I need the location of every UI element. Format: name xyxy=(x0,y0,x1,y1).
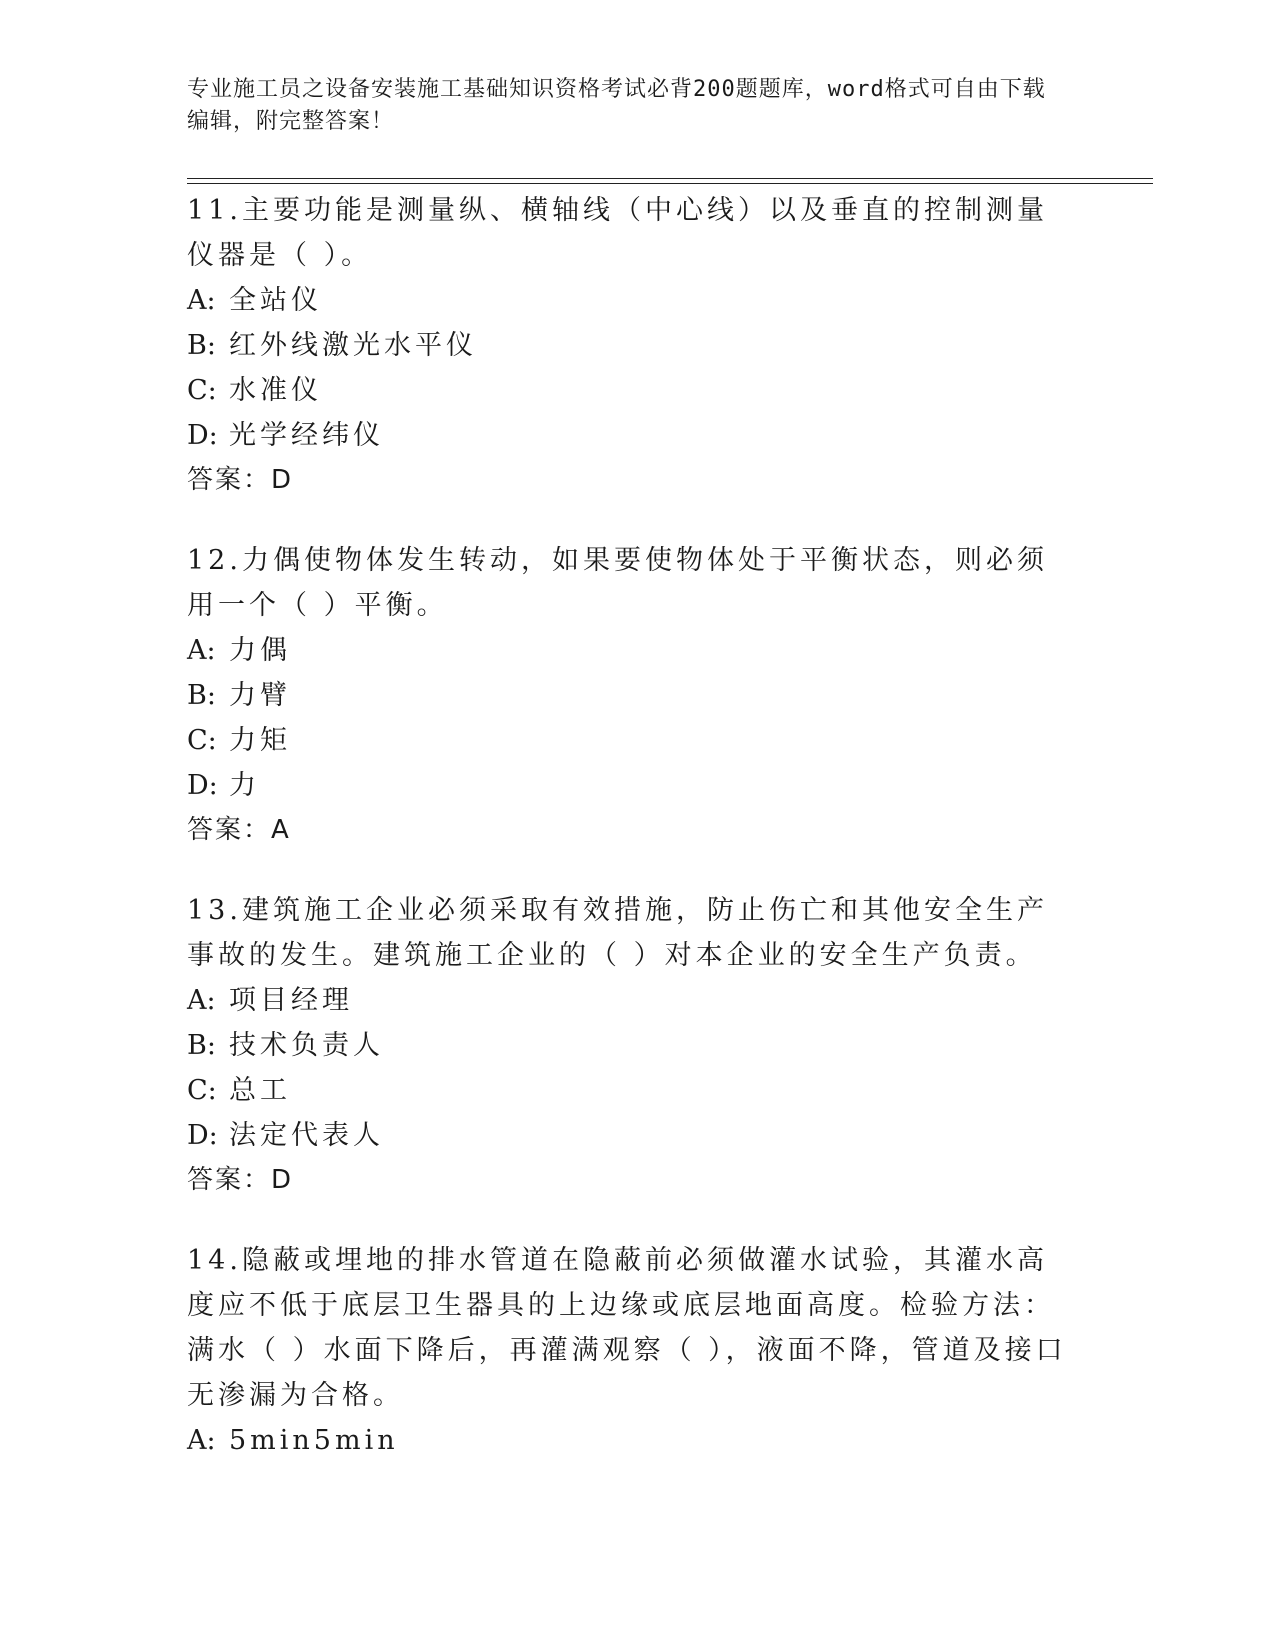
question-13 xyxy=(187,888,1077,1203)
option-key: A: xyxy=(187,985,216,1016)
option-c xyxy=(187,368,1077,413)
answer-label: 答案：D xyxy=(187,1165,294,1195)
option-b xyxy=(187,673,1077,718)
option-c xyxy=(187,718,1077,763)
option-a xyxy=(187,1418,1077,1463)
question-text: 12.力偶使物体发生转动，如果要使物体处于平衡状态，则必须用一个（ ）平衡。 xyxy=(187,545,1048,621)
option-key: C: xyxy=(187,725,217,756)
option-text: 5min5min xyxy=(229,1425,399,1456)
option-text: 力臂 xyxy=(229,680,291,711)
option-key: D: xyxy=(187,770,218,801)
option-text: 总工 xyxy=(229,1075,291,1106)
option-key: D: xyxy=(187,1120,218,1151)
question-text: 14.隐蔽或埋地的排水管道在隐蔽前必须做灌水试验，其灌水高度应不低于底层卫生器具的上边缘或底层地面高度。检验方法：满水（ ）水面下降后，再灌满观察（ ），液面不降，管道及接口无渗漏为合格。 xyxy=(187,1245,1067,1411)
option-key: B: xyxy=(187,330,216,361)
option-d xyxy=(187,763,1077,808)
question-12 xyxy=(187,538,1077,853)
option-text: 水准仪 xyxy=(229,375,322,406)
document-header: 专业施工员之设备安装施工基础知识资格考试必背200题题库，word格式可自由下载编辑，附完整答案！ xyxy=(187,77,1046,134)
question-text: 13.建筑施工企业必须采取有效措施，防止伤亡和其他安全生产事故的发生。建筑施工企业的（ ）对本企业的安全生产负责。 xyxy=(187,895,1048,971)
option-text: 全站仪 xyxy=(229,285,322,316)
option-a xyxy=(187,278,1077,323)
option-text: 红外线激光水平仪 xyxy=(229,330,477,361)
question-list xyxy=(187,188,1077,1498)
option-text: 技术负责人 xyxy=(229,1030,384,1061)
option-d xyxy=(187,1113,1077,1158)
header-divider-bottom xyxy=(187,183,1153,184)
option-d xyxy=(187,413,1077,458)
option-text: 光学经纬仪 xyxy=(229,420,384,451)
option-text: 力 xyxy=(229,770,260,801)
question-text: 11.主要功能是测量纵、横轴线（中心线）以及垂直的控制测量仪器是（ ）。 xyxy=(187,195,1048,271)
option-text: 力偶 xyxy=(229,635,291,666)
answer-label: 答案：A xyxy=(187,815,291,845)
option-b xyxy=(187,323,1077,368)
option-c xyxy=(187,1068,1077,1113)
option-a xyxy=(187,978,1077,1023)
header-divider-top xyxy=(187,178,1153,179)
answer-label: 答案：D xyxy=(187,465,294,495)
option-key: B: xyxy=(187,680,216,711)
question-14 xyxy=(187,1238,1077,1463)
option-text: 力矩 xyxy=(229,725,291,756)
option-text: 法定代表人 xyxy=(229,1120,384,1151)
question-11 xyxy=(187,188,1077,503)
option-text: 项目经理 xyxy=(229,985,353,1016)
option-key: C: xyxy=(187,375,217,406)
option-a xyxy=(187,628,1077,673)
option-key: D: xyxy=(187,420,218,451)
option-key: C: xyxy=(187,1075,217,1106)
option-key: B: xyxy=(187,1030,216,1061)
option-b xyxy=(187,1023,1077,1068)
option-key: A: xyxy=(187,635,216,666)
option-key: A: xyxy=(187,1425,216,1456)
option-key: A: xyxy=(187,285,216,316)
